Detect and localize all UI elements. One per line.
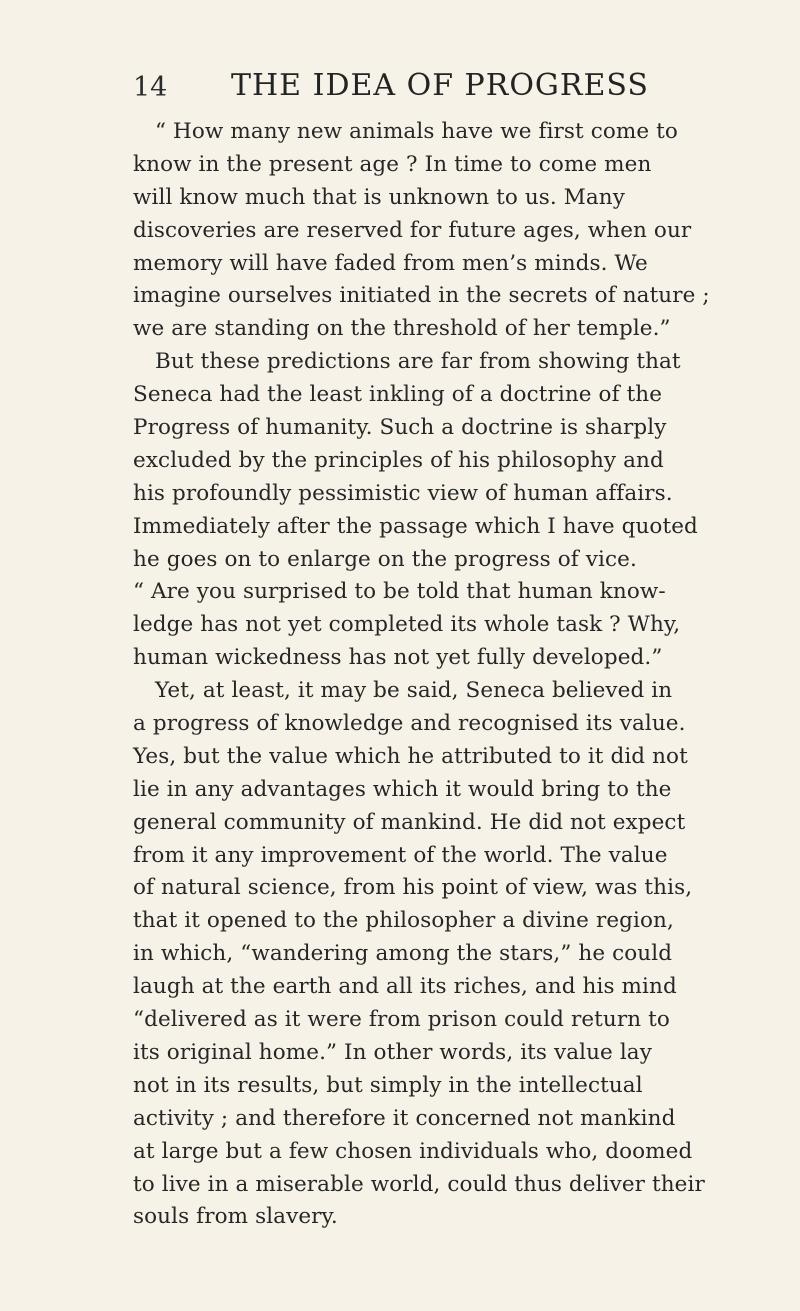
text-line: discoveries are reserved for future ages, when our <box>133 217 692 243</box>
text-line: from it any improvement of the world. The value <box>133 842 668 868</box>
text-line: Yet, at least, it may be said, Seneca believed in <box>155 678 673 704</box>
text-line: souls from slavery. <box>133 1204 338 1230</box>
text-line: “ Are you surprised to be told that human know- <box>133 579 666 605</box>
text-line: Seneca had the least inkling of a doctrine of the <box>133 382 663 408</box>
text-line: Progress of humanity. Such a doctrine is sharply <box>133 415 667 441</box>
text-line: know in the present age ? In time to come men <box>133 151 652 177</box>
running-head <box>133 66 649 116</box>
text-line: that it opened to the philosopher a divine region, <box>133 908 674 934</box>
running-title: THE IDEA OF PROGRESS <box>231 68 649 103</box>
text-line: a progress of knowledge and recognised its value. <box>133 711 686 737</box>
text-line: at large but a few chosen individuals who, doomed <box>133 1138 693 1164</box>
text-line: of natural science, from his point of view, was this, <box>133 875 693 901</box>
text-line: its original home.” In other words, its value lay <box>133 1039 652 1065</box>
text-line: general community of mankind. He did not expect <box>133 809 686 835</box>
text-line: we are standing on the threshold of her temple.” <box>133 316 671 342</box>
text-line: memory will have faded from men’s minds. We <box>133 250 648 276</box>
text-line: Yes, but the value which he attributed to it did not <box>133 743 688 769</box>
text-line: will know much that is unknown to us. Many <box>133 184 625 210</box>
text-line: Immediately after the passage which I have quoted <box>133 513 698 539</box>
text-line: to live in a miserable world, could thus deliver their <box>133 1171 705 1197</box>
text-line: “delivered as it were from prison could return to <box>133 1007 670 1033</box>
text-line: in which, “wandering among the stars,” he could <box>133 941 673 967</box>
text-line: he goes on to enlarge on the progress of vice. <box>133 546 637 572</box>
body-text <box>133 116 710 1234</box>
text-line: activity ; and therefore it concerned not mankind <box>133 1105 676 1131</box>
text-line: ledge has not yet completed its whole task ? Why, <box>133 612 681 638</box>
text-line: imagine ourselves initiated in the secrets of nature ; <box>133 283 710 309</box>
text-line: not in its results, but simply in the intellectual <box>133 1072 643 1098</box>
text-line: “ How many new animals have we first come to <box>155 119 678 144</box>
text-line: excluded by the principles of his philosophy and <box>133 447 664 473</box>
text-line: But these predictions are far from showing that <box>155 349 681 375</box>
text-line: lie in any advantages which it would bring to the <box>133 776 672 802</box>
page-number: 14 <box>133 72 168 103</box>
text-line: laugh at the earth and all its riches, and his mind <box>133 974 677 1000</box>
text-line: his profoundly pessimistic view of human affairs. <box>133 480 673 506</box>
text-line: human wickedness has not yet fully developed.” <box>133 645 663 671</box>
